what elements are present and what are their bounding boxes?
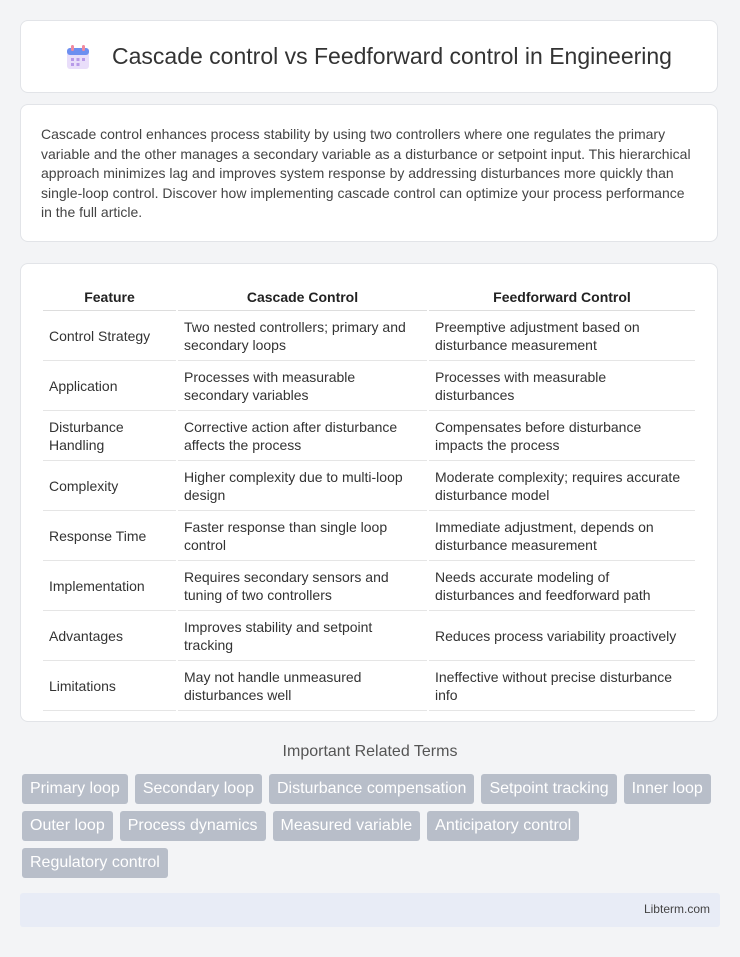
header-feedforward: Feedforward Control (429, 284, 695, 311)
tag-process-dynamics[interactable]: Process dynamics (120, 811, 266, 841)
tag-disturbance-compensation[interactable]: Disturbance compensation (269, 774, 474, 804)
tag-outer-loop[interactable]: Outer loop (22, 811, 113, 841)
feedforward-cell: Needs accurate modeling of disturbances and feedforward path (429, 561, 695, 611)
cascade-cell: Improves stability and setpoint tracking (178, 611, 427, 661)
table-header-row (43, 284, 695, 311)
table-row (43, 661, 695, 711)
feature-cell: Control Strategy (43, 311, 176, 361)
feedforward-cell: Immediate adjustment, depends on disturbance measurement (429, 511, 695, 561)
tag-measured-variable[interactable]: Measured variable (273, 811, 421, 841)
feature-cell: Limitations (43, 661, 176, 711)
cascade-cell: Processes with measurable secondary variables (178, 361, 427, 411)
cascade-cell: Higher complexity due to multi-loop design (178, 461, 427, 511)
table-row (43, 361, 695, 411)
footer-site-link[interactable]: Libterm.com (643, 902, 710, 916)
cascade-cell: Corrective action after disturbance affects the process (178, 411, 427, 461)
feature-cell: Disturbance Handling (43, 411, 176, 461)
feedforward-cell: Processes with measurable disturbances (429, 361, 695, 411)
calendar-icon (66, 44, 90, 70)
feedforward-cell: Reduces process variability proactively (429, 611, 695, 661)
cascade-cell: May not handle unmeasured disturbances well (178, 661, 427, 711)
feature-cell: Response Time (43, 511, 176, 561)
feedforward-cell: Compensates before disturbance impacts the process (429, 411, 695, 461)
related-terms-title: Important Related Terms (282, 743, 458, 760)
comparison-table-card (20, 263, 718, 722)
intro-card (20, 104, 718, 242)
table-row (43, 561, 695, 611)
feature-cell: Advantages (43, 611, 176, 661)
header-cascade: Cascade Control (178, 284, 427, 311)
tag-primary-loop[interactable]: Primary loop (22, 774, 128, 804)
tag-secondary-loop[interactable]: Secondary loop (135, 774, 262, 804)
feedforward-cell: Preemptive adjustment based on disturbance measurement (429, 311, 695, 361)
footer (20, 893, 720, 927)
table-row (43, 461, 695, 511)
feature-cell: Application (43, 361, 176, 411)
related-terms-tags (22, 774, 722, 878)
tag-anticipatory-control[interactable]: Anticipatory control (427, 811, 579, 841)
page-title: Cascade control vs Feedforward control in Engineering (112, 43, 672, 69)
table-row (43, 611, 695, 661)
intro-text: Cascade control enhances process stability by using two controllers where one regulates the primary variable and the other manages a secondary variable as a disturbance or setpoint input. This hierarchical approach minimizes lag and improves system response by addressing disturbances more quickly than single-loop control. Discover how implementing cascade control can optimize your process performance in the full article. (41, 126, 691, 221)
feedforward-cell: Ineffective without precise disturbance info (429, 661, 695, 711)
table-row (43, 411, 695, 461)
feature-cell: Implementation (43, 561, 176, 611)
header-feature: Feature (43, 284, 176, 311)
tag-regulatory-control[interactable]: Regulatory control (22, 848, 168, 878)
comparison-table (41, 284, 697, 711)
tag-setpoint-tracking[interactable]: Setpoint tracking (481, 774, 616, 804)
table-row (43, 311, 695, 361)
feedforward-cell: Moderate complexity; requires accurate disturbance model (429, 461, 695, 511)
title-card (20, 20, 718, 93)
cascade-cell: Requires secondary sensors and tuning of two controllers (178, 561, 427, 611)
feature-cell: Complexity (43, 461, 176, 511)
cascade-cell: Two nested controllers; primary and secondary loops (178, 311, 427, 361)
cascade-cell: Faster response than single loop control (178, 511, 427, 561)
table-row (43, 511, 695, 561)
tag-inner-loop[interactable]: Inner loop (624, 774, 711, 804)
